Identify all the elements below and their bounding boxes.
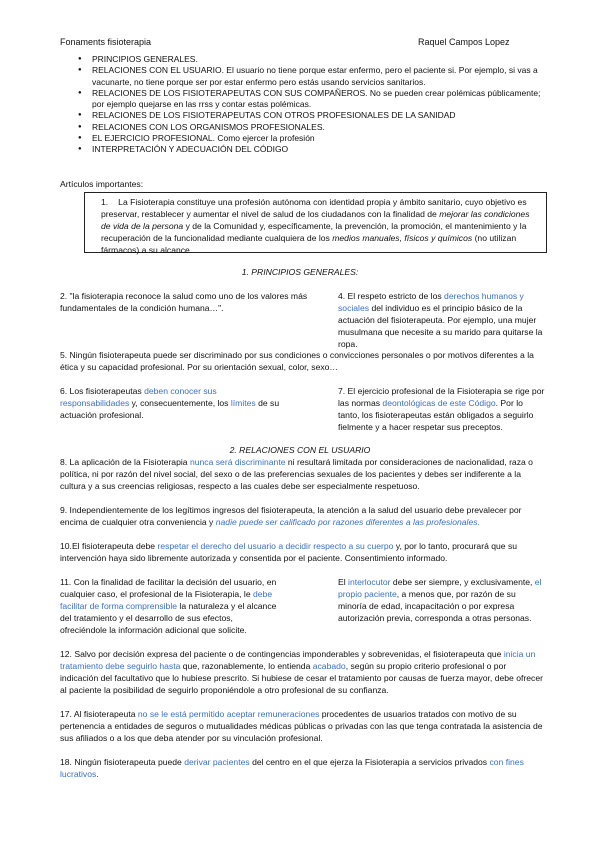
article-11 [60,576,282,636]
article-10 [60,540,546,564]
highlight-run: inicia un tratamiento debe seguirlo hasta [60,649,536,671]
text-run: procedentes de usuarios tratados con motivo de su pertenencia a entidades de seguros o mutualidades médicas públicas o privadas con las que tenga contratada la asistencia de sus afiliados o a los que deba atender por su vinculación profesional. [60,709,543,743]
topic-item: ● RELACIONES DE LOS FISIOTERAPEUTAS CON SUS COMPAÑEROS. No se pueden crear polémicas públicamente; por ejemplo quejarse en las rrss y contar estas polémicas. [60,88,550,111]
text-run: . [96,769,99,779]
section-1-heading: 1. PRINCIPIOS GENERALES: [241,267,359,277]
highlight-run: límites [230,398,256,408]
text-run-italic: mejorar las condiciones de vida de la persona [101,209,530,231]
text-run: y, por lo tanto, procurará que su intervención haya sido libremente autorizada y consentida por el paciente. Consentimiento informado. [60,541,518,563]
text-run: (no utilizan fármacos) a su alcance. [101,233,517,255]
text-run: 10.El fisioterapeuta debe [60,541,158,551]
text-run: . Por lo tanto, los fisioterapeutas están obligados a seguirlo fielmente y a hacer respetar sus preceptos. [338,398,534,432]
text-run: 4. El respeto estricto de los [338,291,445,301]
text-run: La Fisioterapia constituye una profesión autónoma con identidad propia y ámbito sanitario, cuyo objetivo es preservar, restablecer y aumentar el nivel de salud de los ciudadanos con la finalidad de [101,197,527,219]
text-run: El [338,577,349,587]
highlight-run: deontológicas de este Código [382,398,496,408]
text-run-italic: medios manuales, físicos y químicos [332,233,473,243]
section-2-heading: 2. RELACIONES CON EL USUARIO [229,445,371,455]
topics-list [60,54,550,156]
topic-item: ● INTERPRETACIÓN Y ADECUACIÓN DEL CÓDIGO [60,144,550,155]
text-run: 12. Salvo por decisión expresa del paciente o de contingencias imponderables y sobrevenidas, el fisioterapeuta que [60,649,504,659]
article-11-continued [338,576,546,624]
article-1-number: 1. [101,197,109,207]
highlight-run: el propio paciente [338,577,542,599]
text-run: debe ser siempre, y exclusivamente, [390,577,535,587]
text-run: del individuo es el principio básico de la actuación del fisioterapeuta. Por ejemplo, una mujer musulmana que necesite a su marido para quitarse la ropa. [338,303,543,349]
article-12 [60,648,546,696]
article-7 [338,385,546,433]
text-run: la naturaleza y el alcance del tratamiento y el desarrollo de sus efectos, ofreciéndole la información adicional que solicite. [60,601,277,635]
text-run: 18. Ningún fisioterapeuta puede [60,757,185,767]
highlight-run: con fines lucrativos [60,757,524,779]
text-run: ni resultará limitada por consideraciones de nacionalidad, raza o política, ni por razón del nivel social, del sexo o de las preferencias sexuales de los pacientes y debes ser indiferente a la cultura y a sus creencias religiosas, respecto a las cuales debe ser especialmente respetuoso. [60,457,533,491]
highlight-run: nadie puede ser calificado por razones diferentes a las profesionales. [215,517,480,527]
article-4 [338,290,546,350]
article-5: 5. Ningún fisioterapeuta puede ser discriminado por sus condiciones o convicciones personales o por motivos diferentes a la ética y su capacidad profesional. Por su orientación sexual, color, sexo… [60,350,534,372]
highlight-run: respetar el derecho del usuario a decidir respecto a su cuerpo [157,541,394,551]
article-1-text [101,196,533,256]
text-run: que, razonablemente, lo entienda [180,661,313,671]
topic-item: ● PRINCIPIOS GENERALES. [60,54,550,65]
text-run: 17. Al fisioterapeuta [60,709,138,719]
text-run: 6. Los fisioterapeutas [60,386,145,396]
text-run: 8. La aplicación de la Fisioterapia [60,457,190,467]
article-2: 2. "la fisioterapia reconoce la salud como uno de los valores más fundamentales de la condición humana…". [60,291,308,313]
highlight-run: no se le está permitido aceptar remuneraciones [137,709,320,719]
text-run: de su actuación profesional. [60,398,280,420]
text-run: del centro en el que ejerza la Fisioterapia a servicios privados [249,757,490,767]
highlight-run: interlocutor [348,577,391,587]
articulos-label: Artículos importantes: [60,179,144,189]
topic-item: ● EL EJERCICIO PROFESIONAL. Como ejercer la profesión [60,133,550,144]
highlight-run: debe facilitar de forma comprensible [60,589,273,611]
header-left: Fonaments fisioterapia [60,37,152,47]
highlight-run: deben conocer sus responsabilidades [60,386,217,408]
text-run: , a menos que, por razón de su minoría de edad, incapacitación o por expresa autorización previa, corresponda a otras personas. [338,589,532,623]
article-6 [60,385,280,421]
text-run: 9. Independientemente de los legítimos ingresos del fisioterapeuta, la atención a la salud del usuario debe prevalecer por encima de cualquier otra conveniencia y [60,505,522,527]
article-1-box [84,192,547,253]
article-8 [60,456,546,492]
article-9 [60,504,546,528]
article-18 [60,756,546,780]
highlight-run: derechos humanos y sociales [338,291,524,313]
header-right: Raquel Campos Lopez [418,37,510,47]
text-run: y de la Comunidad y, específicamente, la prevención, la promoción, el mantenimiento y la recuperación de la funcionalidad mediante cualquiera de los [101,221,527,243]
highlight-run: nunca será discriminante [189,457,286,467]
highlight-run: acabado [312,661,346,671]
text-run: y, consecuentemente, los [129,398,231,408]
topic-item: ● RELACIONES CON EL USUARIO. El usuario no tiene porque estar enfermo, pero el paciente si. Por ejemplo, si vas a vacunarte, no tiene porque ser por estar enfermo pero estás usando servicios sanitarios. [60,65,550,88]
text-run: 11. Con la finalidad de facilitar la decisión del usuario, en cualquier caso, el profesional de la Fisioterapia, le [60,577,277,599]
text-run: 7. El ejercicio profesional de la Fisioterapia se rige por las normas [338,386,545,408]
topic-item: ● RELACIONES CON LOS ORGANISMOS PROFESIONALES. [60,122,550,133]
text-run: , según su propio criterio profesional o por indicación del facultativo que lo hubiese prescrito. Si hubiese de cesar el tratamiento por causas de fuerza mayor, debe ofrecer al paciente la posibilidad de seguirlo proponiéndole a otro profesional de su confianza. [60,661,543,695]
highlight-run: derivar pacientes [184,757,250,767]
topic-item: ● RELACIONES DE LOS FISIOTERAPEUTAS CON OTROS PROFESIONALES DE LA SANIDAD [60,110,550,121]
article-17 [60,708,546,744]
